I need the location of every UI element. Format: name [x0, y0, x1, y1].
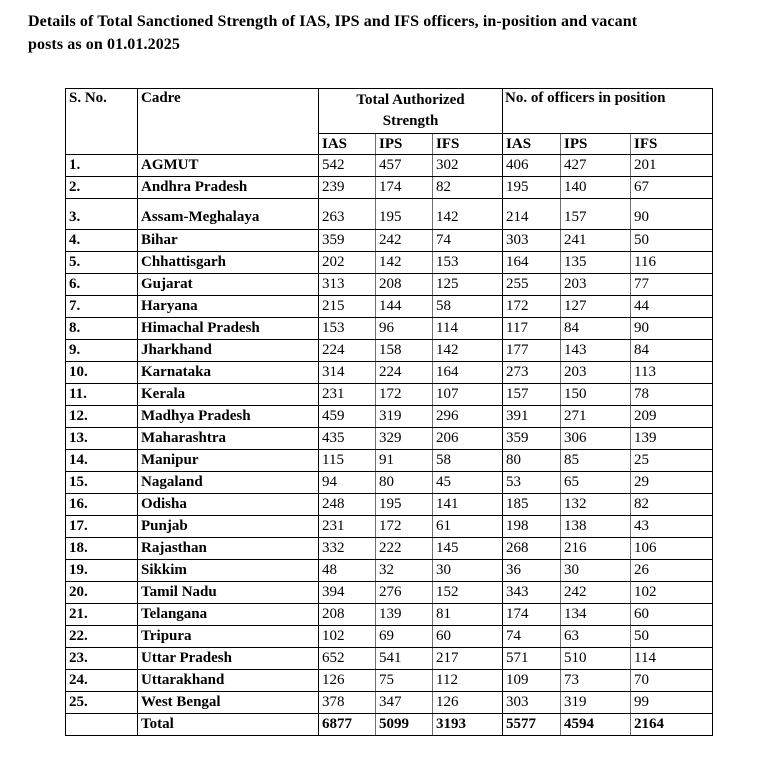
- table-row: [66, 318, 713, 340]
- table-row: [66, 560, 713, 582]
- sno-cell: 17.: [66, 516, 138, 538]
- value-cell: 127: [561, 296, 631, 318]
- cadre-cell: Uttarakhand: [138, 670, 319, 692]
- value-cell: 90: [631, 318, 713, 340]
- sno-cell: 22.: [66, 626, 138, 648]
- value-cell: 195: [503, 177, 561, 199]
- cadre-cell: Maharashtra: [138, 428, 319, 450]
- subheader-ips-authorized: IPS: [376, 134, 433, 155]
- header-group-row: [66, 89, 713, 134]
- value-cell: 99: [631, 692, 713, 714]
- sno-cell: 10.: [66, 362, 138, 384]
- value-cell: 75: [376, 670, 433, 692]
- value-cell: 139: [631, 428, 713, 450]
- header-sno: S. No.: [66, 89, 138, 155]
- value-cell: 174: [376, 177, 433, 199]
- sno-cell: 4.: [66, 230, 138, 252]
- value-cell: 141: [433, 494, 503, 516]
- value-cell: 209: [631, 406, 713, 428]
- value-cell: 143: [561, 340, 631, 362]
- value-cell: 102: [631, 582, 713, 604]
- value-cell: 140: [561, 177, 631, 199]
- value-cell: 25: [631, 450, 713, 472]
- value-cell: 164: [433, 362, 503, 384]
- value-cell: 302: [433, 155, 503, 177]
- cadre-cell: Jharkhand: [138, 340, 319, 362]
- value-cell: 132: [561, 494, 631, 516]
- cadre-cell: Andhra Pradesh: [138, 177, 319, 199]
- value-cell: 60: [631, 604, 713, 626]
- value-cell: 378: [319, 692, 376, 714]
- value-cell: 36: [503, 560, 561, 582]
- value-cell: 145: [433, 538, 503, 560]
- subheader-ifs-authorized: IFS: [433, 134, 503, 155]
- value-cell: 217: [433, 648, 503, 670]
- value-cell: 48: [319, 560, 376, 582]
- value-cell: 73: [561, 670, 631, 692]
- value-cell: 306: [561, 428, 631, 450]
- value-cell: 239: [319, 177, 376, 199]
- value-cell: 303: [503, 692, 561, 714]
- value-cell: 102: [319, 626, 376, 648]
- value-cell: 134: [561, 604, 631, 626]
- cadre-cell: Bihar: [138, 230, 319, 252]
- subheader-ias-inposition: IAS: [503, 134, 561, 155]
- value-cell: 435: [319, 428, 376, 450]
- table-row: [66, 177, 713, 199]
- value-cell: 78: [631, 384, 713, 406]
- value-cell: 571: [503, 648, 561, 670]
- value-cell: 58: [433, 296, 503, 318]
- value-cell: 224: [376, 362, 433, 384]
- sno-cell: 23.: [66, 648, 138, 670]
- cadre-cell: Assam-Meghalaya: [138, 199, 319, 230]
- sno-cell: 24.: [66, 670, 138, 692]
- value-cell: 332: [319, 538, 376, 560]
- header-cadre: Cadre: [138, 89, 319, 155]
- sno-cell: 20.: [66, 582, 138, 604]
- cadre-cell: Karnataka: [138, 362, 319, 384]
- value-cell: 347: [376, 692, 433, 714]
- total-value-cell: 5099: [376, 714, 433, 736]
- value-cell: 242: [376, 230, 433, 252]
- value-cell: 150: [561, 384, 631, 406]
- value-cell: 231: [319, 516, 376, 538]
- subheader-ias-authorized: IAS: [319, 134, 376, 155]
- value-cell: 242: [561, 582, 631, 604]
- sno-cell: 21.: [66, 604, 138, 626]
- table-row: [66, 538, 713, 560]
- value-cell: 113: [631, 362, 713, 384]
- value-cell: 106: [631, 538, 713, 560]
- value-cell: 314: [319, 362, 376, 384]
- value-cell: 125: [433, 274, 503, 296]
- value-cell: 29: [631, 472, 713, 494]
- cadre-cell: Uttar Pradesh: [138, 648, 319, 670]
- value-cell: 164: [503, 252, 561, 274]
- cadre-cell: Himachal Pradesh: [138, 318, 319, 340]
- value-cell: 45: [433, 472, 503, 494]
- subheader-ifs-inposition: IFS: [631, 134, 713, 155]
- value-cell: 67: [631, 177, 713, 199]
- cadre-cell: Chhattisgarh: [138, 252, 319, 274]
- value-cell: 224: [319, 340, 376, 362]
- value-cell: 80: [376, 472, 433, 494]
- value-cell: 90: [631, 199, 713, 230]
- total-value-cell: 2164: [631, 714, 713, 736]
- value-cell: 208: [319, 604, 376, 626]
- value-cell: 172: [376, 516, 433, 538]
- header-officers-in-position: No. of officers in position: [503, 89, 713, 134]
- value-cell: 144: [376, 296, 433, 318]
- value-cell: 91: [376, 450, 433, 472]
- value-cell: 53: [503, 472, 561, 494]
- sno-cell: 11.: [66, 384, 138, 406]
- value-cell: 263: [319, 199, 376, 230]
- value-cell: 174: [503, 604, 561, 626]
- value-cell: 117: [503, 318, 561, 340]
- value-cell: 115: [319, 450, 376, 472]
- table-row: [66, 406, 713, 428]
- value-cell: 84: [631, 340, 713, 362]
- cadre-cell: Tripura: [138, 626, 319, 648]
- table-row: [66, 274, 713, 296]
- sno-cell: 18.: [66, 538, 138, 560]
- table-row: [66, 648, 713, 670]
- value-cell: 201: [631, 155, 713, 177]
- value-cell: 303: [503, 230, 561, 252]
- total-value-cell: 3193: [433, 714, 503, 736]
- value-cell: 32: [376, 560, 433, 582]
- value-cell: 406: [503, 155, 561, 177]
- value-cell: 139: [376, 604, 433, 626]
- table-row: [66, 199, 713, 230]
- value-cell: 126: [433, 692, 503, 714]
- value-cell: 195: [376, 199, 433, 230]
- value-cell: 153: [319, 318, 376, 340]
- value-cell: 273: [503, 362, 561, 384]
- value-cell: 50: [631, 626, 713, 648]
- cadre-cell: Haryana: [138, 296, 319, 318]
- value-cell: 215: [319, 296, 376, 318]
- value-cell: 296: [433, 406, 503, 428]
- page-title: [0, 0, 770, 56]
- value-cell: 359: [319, 230, 376, 252]
- value-cell: 26: [631, 560, 713, 582]
- value-cell: 214: [503, 199, 561, 230]
- value-cell: 202: [319, 252, 376, 274]
- value-cell: 319: [561, 692, 631, 714]
- value-cell: 231: [319, 384, 376, 406]
- sno-cell: 2.: [66, 177, 138, 199]
- value-cell: 208: [376, 274, 433, 296]
- value-cell: 152: [433, 582, 503, 604]
- table-row: [66, 692, 713, 714]
- sno-cell: 25.: [66, 692, 138, 714]
- value-cell: 216: [561, 538, 631, 560]
- officers-strength-table: [65, 88, 713, 736]
- cadre-cell: Madhya Pradesh: [138, 406, 319, 428]
- header-authorized-strength: [319, 89, 503, 134]
- value-cell: 60: [433, 626, 503, 648]
- value-cell: 391: [503, 406, 561, 428]
- value-cell: 222: [376, 538, 433, 560]
- value-cell: 319: [376, 406, 433, 428]
- table-row: [66, 252, 713, 274]
- total-value-cell: 4594: [561, 714, 631, 736]
- value-cell: 203: [561, 274, 631, 296]
- page-title-line1: Details of Total Sanctioned Strength of IAS, IPS and IFS officers, in-position and vacant: [28, 13, 638, 30]
- value-cell: 652: [319, 648, 376, 670]
- value-cell: 43: [631, 516, 713, 538]
- page-title-line2: posts as on 01.01.2025: [28, 36, 181, 53]
- value-cell: 276: [376, 582, 433, 604]
- value-cell: 172: [503, 296, 561, 318]
- table-row: [66, 516, 713, 538]
- cadre-cell: Odisha: [138, 494, 319, 516]
- value-cell: 268: [503, 538, 561, 560]
- table-row: [66, 582, 713, 604]
- sno-cell: 3.: [66, 199, 138, 230]
- value-cell: 30: [433, 560, 503, 582]
- table-row: [66, 296, 713, 318]
- value-cell: 172: [376, 384, 433, 406]
- value-cell: 70: [631, 670, 713, 692]
- total-label-cell: Total: [138, 714, 319, 736]
- table-row: [66, 626, 713, 648]
- table-row: [66, 384, 713, 406]
- value-cell: 114: [433, 318, 503, 340]
- value-cell: 107: [433, 384, 503, 406]
- table-row: [66, 428, 713, 450]
- value-cell: 271: [561, 406, 631, 428]
- value-cell: 241: [561, 230, 631, 252]
- value-cell: 427: [561, 155, 631, 177]
- total-sno-cell: [66, 714, 138, 736]
- value-cell: 510: [561, 648, 631, 670]
- sno-cell: 8.: [66, 318, 138, 340]
- value-cell: 126: [319, 670, 376, 692]
- value-cell: 142: [376, 252, 433, 274]
- value-cell: 77: [631, 274, 713, 296]
- table-row: [66, 472, 713, 494]
- value-cell: 85: [561, 450, 631, 472]
- cadre-cell: AGMUT: [138, 155, 319, 177]
- table-row: [66, 230, 713, 252]
- cadre-cell: Kerala: [138, 384, 319, 406]
- header-authorized-strength-text: Total Authorized Strength: [356, 92, 465, 129]
- value-cell: 541: [376, 648, 433, 670]
- value-cell: 116: [631, 252, 713, 274]
- table-row: [66, 450, 713, 472]
- cadre-cell: Manipur: [138, 450, 319, 472]
- value-cell: 112: [433, 670, 503, 692]
- value-cell: 157: [503, 384, 561, 406]
- value-cell: 114: [631, 648, 713, 670]
- value-cell: 96: [376, 318, 433, 340]
- table-row: [66, 155, 713, 177]
- value-cell: 30: [561, 560, 631, 582]
- total-row: [66, 714, 713, 736]
- value-cell: 50: [631, 230, 713, 252]
- value-cell: 153: [433, 252, 503, 274]
- value-cell: 109: [503, 670, 561, 692]
- value-cell: 69: [376, 626, 433, 648]
- cadre-cell: Sikkim: [138, 560, 319, 582]
- value-cell: 198: [503, 516, 561, 538]
- sno-cell: 16.: [66, 494, 138, 516]
- sno-cell: 19.: [66, 560, 138, 582]
- value-cell: 343: [503, 582, 561, 604]
- value-cell: 142: [433, 340, 503, 362]
- value-cell: 185: [503, 494, 561, 516]
- cadre-cell: Rajasthan: [138, 538, 319, 560]
- value-cell: 457: [376, 155, 433, 177]
- value-cell: 61: [433, 516, 503, 538]
- cadre-cell: Punjab: [138, 516, 319, 538]
- value-cell: 81: [433, 604, 503, 626]
- value-cell: 248: [319, 494, 376, 516]
- subheader-ips-inposition: IPS: [561, 134, 631, 155]
- table-body: [66, 155, 713, 714]
- sno-cell: 6.: [66, 274, 138, 296]
- value-cell: 82: [433, 177, 503, 199]
- value-cell: 542: [319, 155, 376, 177]
- table-row: [66, 494, 713, 516]
- value-cell: 94: [319, 472, 376, 494]
- table-row: [66, 362, 713, 384]
- cadre-cell: Gujarat: [138, 274, 319, 296]
- sno-cell: 14.: [66, 450, 138, 472]
- cadre-cell: West Bengal: [138, 692, 319, 714]
- value-cell: 177: [503, 340, 561, 362]
- value-cell: 329: [376, 428, 433, 450]
- sno-cell: 13.: [66, 428, 138, 450]
- value-cell: 157: [561, 199, 631, 230]
- value-cell: 65: [561, 472, 631, 494]
- total-value-cell: 6877: [319, 714, 376, 736]
- value-cell: 74: [433, 230, 503, 252]
- value-cell: 138: [561, 516, 631, 538]
- value-cell: 142: [433, 199, 503, 230]
- value-cell: 195: [376, 494, 433, 516]
- sno-cell: 1.: [66, 155, 138, 177]
- value-cell: 459: [319, 406, 376, 428]
- sno-cell: 9.: [66, 340, 138, 362]
- cadre-cell: Telangana: [138, 604, 319, 626]
- value-cell: 135: [561, 252, 631, 274]
- value-cell: 158: [376, 340, 433, 362]
- total-value-cell: 5577: [503, 714, 561, 736]
- table-row: [66, 604, 713, 626]
- value-cell: 58: [433, 450, 503, 472]
- table-row: [66, 340, 713, 362]
- value-cell: 394: [319, 582, 376, 604]
- table-row: [66, 670, 713, 692]
- value-cell: 74: [503, 626, 561, 648]
- cadre-cell: Tamil Nadu: [138, 582, 319, 604]
- cadre-cell: Nagaland: [138, 472, 319, 494]
- sno-cell: 12.: [66, 406, 138, 428]
- value-cell: 203: [561, 362, 631, 384]
- value-cell: 82: [631, 494, 713, 516]
- value-cell: 313: [319, 274, 376, 296]
- value-cell: 80: [503, 450, 561, 472]
- value-cell: 84: [561, 318, 631, 340]
- value-cell: 63: [561, 626, 631, 648]
- value-cell: 359: [503, 428, 561, 450]
- sno-cell: 7.: [66, 296, 138, 318]
- sno-cell: 5.: [66, 252, 138, 274]
- value-cell: 206: [433, 428, 503, 450]
- value-cell: 255: [503, 274, 561, 296]
- value-cell: 44: [631, 296, 713, 318]
- sno-cell: 15.: [66, 472, 138, 494]
